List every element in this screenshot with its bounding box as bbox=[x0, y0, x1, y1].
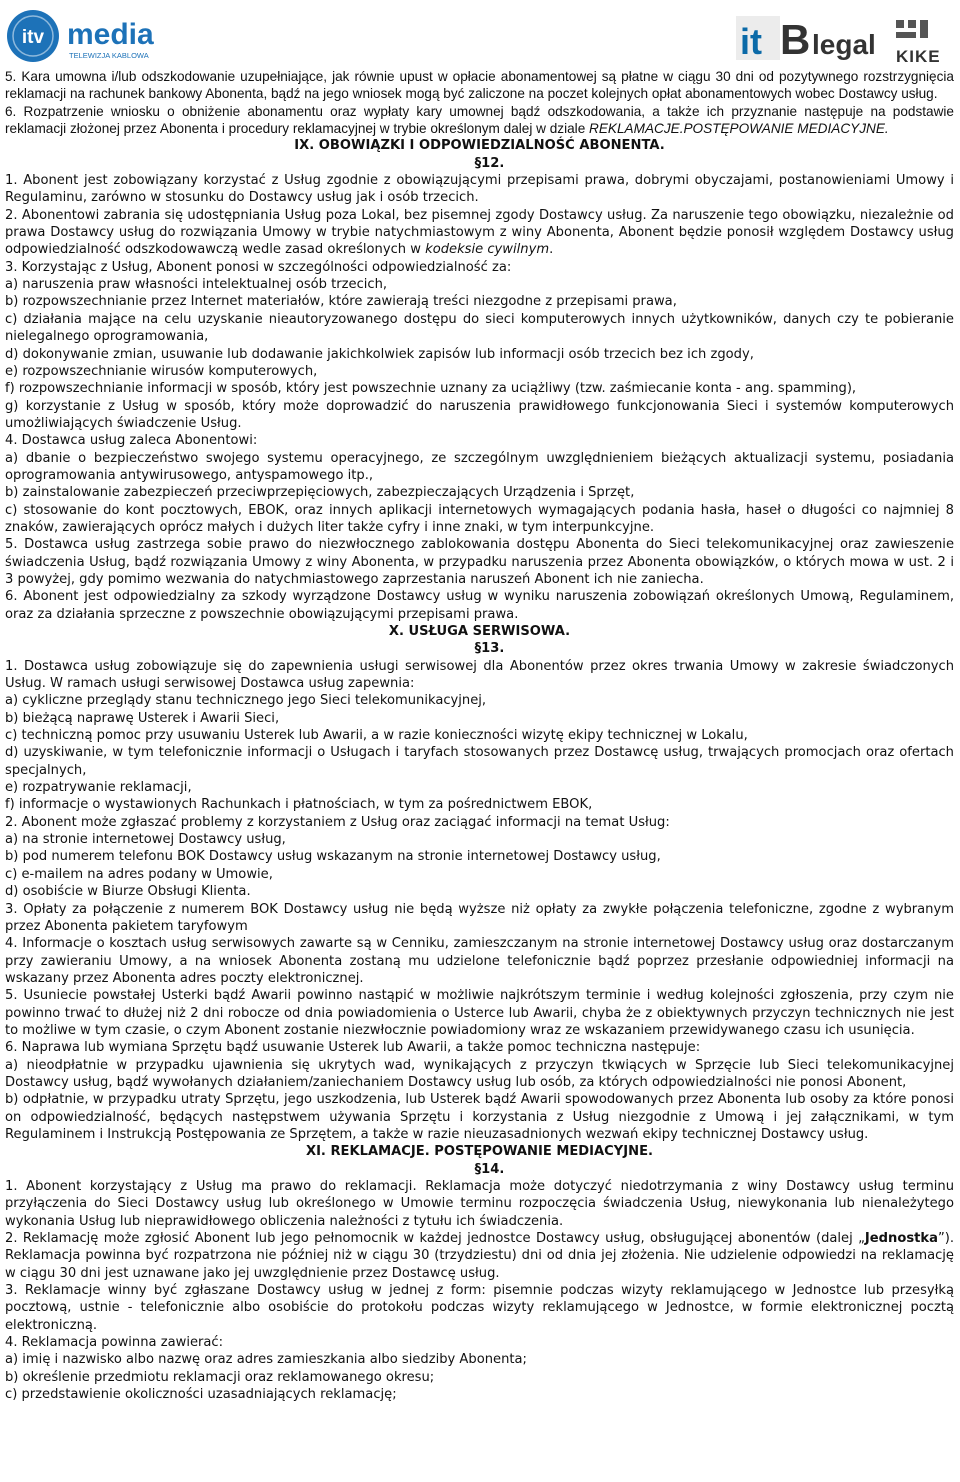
list-item: 5. Dostawca usług zastrzega sobie prawo do niezwłocznego zablokowania dostępu Abonenta do Sieci telekomunikacyjnej oraz zawieszenie świadczenia Usług, bądź rozwiązania Umowy z winy Abonenta, w przypadku naruszenia przez Abonenta obowiązków, o których mowa w ust. 2 i 3 powyżej, gdy pomimo wezwania do natychmiastowego zaprzestania naruszeń Abonent ich nie zaniecha. bbox=[5, 537, 954, 587]
section-number-12: §12. bbox=[474, 155, 505, 171]
defined-term: Jednostka bbox=[864, 1231, 938, 1247]
section-title-xi: XI. REKLAMACJE. POSTĘPOWANIE MEDIACYJNE. bbox=[305, 1144, 654, 1160]
list-item: d) osobiście w Biurze Obsługi Klienta. bbox=[5, 884, 251, 900]
section-title-ix: IX. OBOWIĄZKI I ODPOWIEDZIALNOŚĆ ABONENTA. bbox=[294, 138, 665, 154]
list-item: c) e-mailem na adres podany w Umowie, bbox=[5, 866, 273, 882]
logo-tagline: TELEWIZJA KABLOWA bbox=[69, 51, 149, 60]
list-item: a) imię i nazwisko albo nazwę oraz adres zamieszkania albo siedziby Abonenta; bbox=[5, 1352, 527, 1368]
list-item: c) techniczną pomoc przy usuwaniu Usterek lub Awarii, a w razie konieczności wizytę ekipy technicznej w Lokalu, bbox=[5, 728, 748, 744]
list-item: 4. Informacje o kosztach usług serwisowych zawarte są w Cenniku, zamieszczanym na stronie internetowej Dostawcy usług oraz dostarczanym przy zawieraniu Umowy, a na wniosek Abonenta zostaną mu udzielone telefonicznie bądź poprzez przesłanie odpowiedniej informacji na wskazany przez Abonenta adres poczty elektronicznej. bbox=[5, 936, 954, 986]
logo-it-text: it bbox=[740, 21, 762, 62]
itblegal-kike-logo bbox=[736, 12, 954, 68]
list-item: a) dbanie o bezpieczeństwo swojego systemu operacyjnego, ze szczególnym uwzględnieniem bieżących aktualizacji systemu, posiadania oprogramowania antywirusowego, antyspamowego itp., bbox=[5, 450, 954, 483]
section-reference: REKLAMACJE.POSTĘPOWANIE MEDIACYJNE. bbox=[589, 121, 889, 137]
list-item: 1. Abonent jest zobowiązany korzystać z Usług zgodnie z obowiązującymi przepisami prawa, dobrymi obyczajami, postanowieniami Umowy i Regulaminu, zarówno w stosunku do Dostawcy usług jak i osób trzecich. bbox=[5, 173, 954, 206]
section-number-13: §13. bbox=[474, 641, 505, 657]
list-item: 1. Abonent korzystający z Usług ma prawo do reklamacji. Reklamacja może dotyczyć niedotrzymania z winy Dostawcy usług terminu przyłączenia do Sieci Dostawcy usług lub określonego w Umowie terminu rozpoczęcia świadczenia Usług, niewykonania lub nienależytego wykonania Usług lub nieprawidłowego obliczenia należności z tytułu ich świadczenia. bbox=[5, 1179, 954, 1229]
list-item: d) dokonywanie zmian, usuwanie lub dodawanie jakichkolwiek zapisów lub informacji osób trzecich bez ich zgody, bbox=[5, 346, 754, 362]
list-item: 2. Abonentowi zabrania się udostępniania Usług poza Lokal, bez pisemnej zgody Dostawcy usług. Za naruszenie tego obowiązku, niezależnie od prawa Dostawcy usług do rozwiązania Umowy w trybie natychmiastowym z winy Abonenta, Abonent będzie ponosił względem Dostawcy usług odpowiedzialność odszkodowawczą wedle zasad określonych w kodeksie cywilnym. bbox=[5, 207, 954, 258]
list-item: 6. Abonent jest odpowiedzialny za szkody wyrządzone Dostawcy usług w wyniku naruszenia zobowiązań określonych Umową, Regulaminem, oraz za działania sprzeczne z powszechnie obowiązującymi przepisami prawa. bbox=[5, 589, 954, 622]
list-item: a) na stronie internetowej Dostawcy usług, bbox=[5, 832, 286, 848]
itv-media-logo bbox=[5, 8, 185, 64]
list-item: 3. Korzystając z Usług, Abonent ponosi w szczególności odpowiedzialność za: bbox=[5, 259, 512, 275]
list-item: 3. Reklamacje winny być zgłaszane Dostawcy usług w jednej z form: pisemnie podczas wizyty reklamującego w Jednostce lub przesyłką pocztową, ustnie - telefonicznie albo osobiście do protokołu podczas wizyty reklamującego w Jednostce, w formie elektronicznej pocztą elektroniczną. bbox=[5, 1283, 954, 1333]
list-item: 2. Reklamację może zgłosić Abonent lub jego pełnomocnik w każdej jednostce Dostawcy usług, obsługującej abonentów (dalej „Jednostka”). Reklamacja powinna być rozpatrzona nie później niż w ciągu 30 (trzydziestu) dni od dnia jej złożenia. Nie udzielenie odpowiedzi na reklamację w ciągu 30 dni jest uznawane jako jej uwzględnienie przez Dostawcę usług. bbox=[5, 1231, 954, 1281]
kike-mark-icon bbox=[896, 20, 928, 38]
section-title-x: X. USŁUGA SERWISOWA. bbox=[388, 624, 571, 639]
list-item: a) naruszenia praw własności intelektualnej osób trzecich, bbox=[5, 277, 388, 293]
list-item: b) określenie przedmiotu reklamacji oraz reklamowanego okresu; bbox=[5, 1369, 435, 1385]
list-item: f) rozpowszechnianie informacji w sposób, który jest powszechnie uznany za uciążliwy (tzw. zaśmiecanie konta - ang. spamming), bbox=[5, 381, 857, 397]
logo-kike-text: KIKE bbox=[896, 47, 941, 66]
logo-itv-text: itv bbox=[21, 27, 45, 48]
logo-legal-text: legal bbox=[812, 29, 876, 60]
list-item: b) zainstalowanie zabezpieczeń przeciwprzepięciowych, zabezpieczających Urządzenia i Sprzęt, bbox=[5, 485, 635, 501]
logo-media-text: media bbox=[67, 18, 154, 51]
paragraph-5-penalty: 5. Kara umowna i/lub odszkodowanie uzupełniające, jak równie upust w opłacie abonamentowej są płatne w ciągu 30 dni od pozytywnego rozstrzygnięcia reklamacji na rachunek bankowy Abonenta, bądź na jego wniosek mogą być zaliczone na poczet kolejnych opłat abonamentowych wobec Dostawcy usług. bbox=[5, 69, 954, 102]
section-number-14: §14. bbox=[474, 1161, 505, 1177]
code-reference: kodeksie cywilnym bbox=[425, 242, 550, 258]
page-header bbox=[0, 0, 960, 68]
list-item: 2. Abonent może zgłaszać problemy z korzystaniem z Usług oraz zaciągać informacji na temat Usług: bbox=[5, 814, 670, 830]
document-body bbox=[5, 68, 954, 1403]
list-item: c) działania mające na celu uzyskanie nieautoryzowanego dostępu do sieci komputerowych innych użytkowników, danych czy te pobieranie nielegalnego oprogramowania, bbox=[5, 311, 954, 345]
list-item: b) rozpowszechnianie przez Internet materiałów, które zawierają treści niezgodne z przepisami prawa, bbox=[5, 294, 677, 310]
list-item: 3. Opłaty za połączenie z numerem BOK Dostawcy usług nie będą wyższe niż opłaty za zwykłe połączenia telefoniczne, zgodne z wybranym przez Abonenta pakietem taryfowym bbox=[5, 901, 954, 934]
list-item: e) rozpowszechnianie wirusów komputerowych, bbox=[5, 363, 318, 379]
list-item: a) cykliczne przeglądy stanu technicznego jego Sieci telekomunikacyjnej, bbox=[5, 693, 487, 709]
list-item: b) pod numerem telefonu BOK Dostawcy usług wskazanym na stronie internetowej Dostawcy usług, bbox=[5, 849, 661, 865]
list-item: b) odpłatnie, w przypadku utraty Sprzętu, jego uszkodzenia, lub Usterek bądź Awarii spowodowanych przez Abonenta lub osoby za które ponosi on odpowiedzialność, będących następstwem używania Sprzętu i korzystania z Usług niezgodnie z Umową i jej załącznikami, w tym Regulaminem i Instrukcją Postępowania ze Sprzętem, a także w razie nieuzasadnionych wezwań ekipy technicznej Dostawcy usług. bbox=[5, 1092, 954, 1142]
list-item: 6. Naprawa lub wymiana Sprzętu bądź usuwanie Usterek lub Awarii, a także pomoc techniczna następuje: bbox=[5, 1040, 701, 1056]
list-item: b) bieżącą naprawę Usterek i Awarii Sieci, bbox=[5, 710, 280, 726]
list-item: e) rozpatrywanie reklamacji, bbox=[5, 780, 192, 796]
list-item: g) korzystanie z Usług w sposób, który może doprowadzić do naruszenia prawidłowego funkcjonowania Sieci i systemów komputerowych umożliwiających świadczenie Usług. bbox=[5, 398, 954, 431]
list-item: d) uzyskiwanie, w tym telefonicznie informacji o Usługach i taryfach stosowanych przez Dostawcę usług, trwających promocjach oraz ofertach specjalnych, bbox=[5, 745, 954, 778]
list-item: c) przedstawienie okoliczności uzasadniających reklamację; bbox=[5, 1387, 397, 1403]
list-item: 5. Usuniecie powstałej Usterki bądź Awarii powinno nastąpić w możliwie najkrótszym terminie i według kolejności zgłoszenia, przy czym nie powinno trwać to dłużej niż 2 dni robocze od dnia powiadomienia o Usterce lub Awarii, chyba że z obiektywnych przyczyn technicznych nie jest to możliwe w tym czasie, o czym Abonent zostanie niezwłocznie powiadomiony wraz ze wskazaniem przewidywanego czasu ich usunięcia. bbox=[5, 988, 954, 1038]
list-item: c) stosowanie do kont pocztowych, EBOK, oraz innych aplikacji internetowych wymagających podania hasła, haseł o długości co najmniej 8 znaków, zawierających oprócz małych i dużych liter także cyfry i inne znaki, w tym interpunkcyjne. bbox=[5, 502, 954, 535]
list-item: 1. Dostawca usług zobowiązuje się do zapewnienia usługi serwisowej dla Abonentów przez okres trwania Umowy w zakresie świadczonych Usług. W ramach usługi serwisowej Dostawca usług zapewnia: bbox=[5, 658, 954, 692]
logo-b-text: B bbox=[780, 16, 811, 63]
list-item: 4. Reklamacja powinna zawierać: bbox=[5, 1335, 224, 1351]
paragraph-6-reduction: 6. Rozpatrzenie wniosku o obniżenie abonamentu oraz wypłaty kary umownej bądź odszkodowania, a także ich przyznanie następuje na podstawie reklamacji złożonej przez Abonenta i procedury reklamacyjnej w trybie określonym dalej w dziale REKLAMACJE.POSTĘPOWANIE MEDIACYJNE. bbox=[5, 103, 954, 137]
list-item: 4. Dostawca usług zaleca Abonentowi: bbox=[5, 433, 258, 449]
list-item: a) nieodpłatnie w przypadku ujawnienia się ukrytych wad, wynikających z przyczyn tkwiących w Sprzęcie lub Sieci telekomunikacyjnej Dostawcy usług, bądź wywołanych działaniem/zaniechaniem Dostawcy usług lub osób, za których odpowiedzialności nie ponosi Abonent, bbox=[5, 1057, 954, 1090]
list-item: f) informacje o wystawionych Rachunkach i płatnościach, w tym za pośrednictwem EBOK, bbox=[5, 797, 593, 813]
